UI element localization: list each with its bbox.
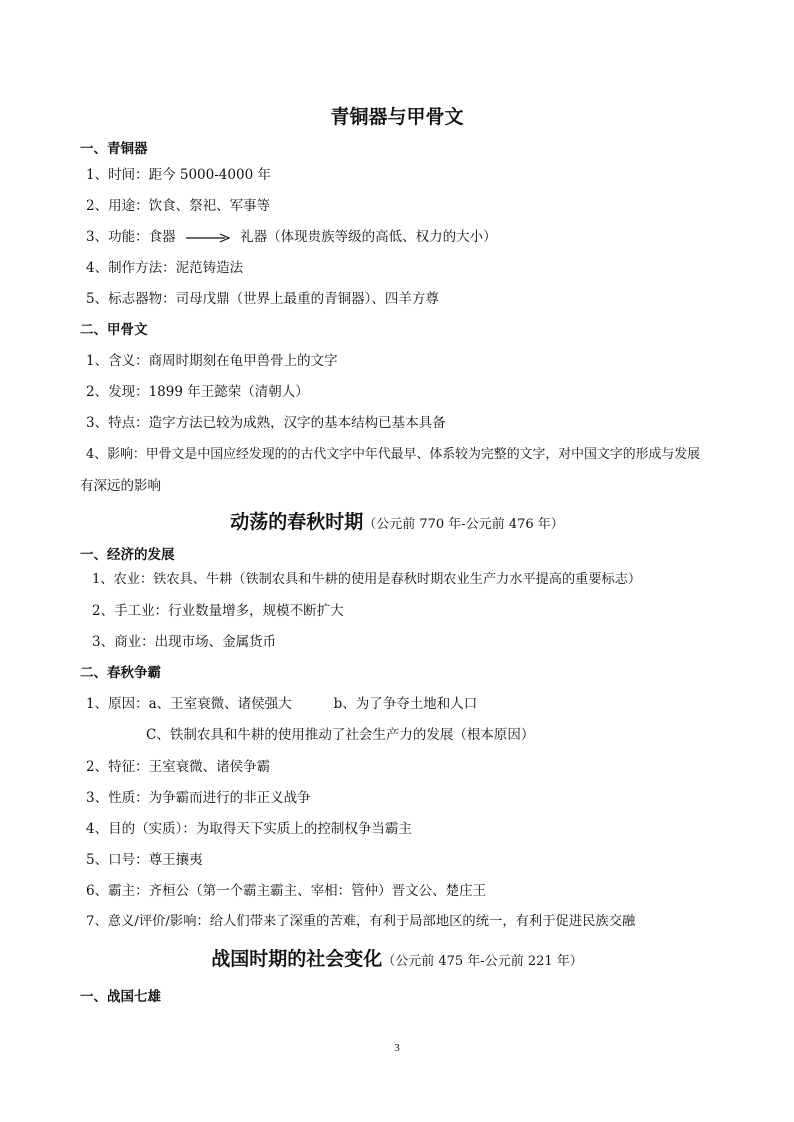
item-reasons: 1、原因：a、王室衰微、诸侯强大 b、为了争夺土地和人口 [86,696,478,712]
heading-hegemony: 二、春秋争霸 [80,665,161,681]
item-time: 1、时间：距今 5000-4000 年 [86,167,271,183]
item-characteristics: 2、特征：王室衰微、诸侯争霸 [86,759,271,775]
section-title-zhanguo: 战国时期的社会变化（公元前 475 年-公元前 221 年） [211,948,583,970]
item-usage: 2、用途：饮食、祭祀、军事等 [86,198,271,214]
item-influence: 4、影响：甲骨文是中国应经发现的的古代文字中年代最早、体系较为完整的文字，对中国文字的形成与发展 [86,447,701,462]
item-reason-c: C、铁制农具和牛耕的使用推动了社会生产力的发展（根本原因） [146,727,535,743]
item-significance: 7、意义/评价/影响：给人们带来了深重的苦难，有利于局部地区的统一，有利于促进民族交融 [86,914,636,929]
item-slogan: 5、口号：尊王攘夷 [86,852,203,868]
item-hegemons: 6、霸主：齐桓公（第一个霸主霸主、宰相：管仲）晋文公、楚庄王 [86,883,487,899]
heading-seven-states: 一、战国七雄 [80,989,161,1005]
item-agriculture: 1、农业：铁农具、牛耕（铁制农具和牛耕的使用是春秋时期农业生产力水平提高的重要标志） [92,572,642,587]
item-artifacts: 5、标志器物：司母戊鼎（世界上最重的青铜器）、四羊方尊 [86,291,439,307]
item-purpose: 4、目的（实质）：为取得天下实质上的控制权争当霸主 [86,821,412,837]
item-handicraft: 2、手工业：行业数量增多，规模不断扩大 [92,603,344,619]
item-meaning: 1、含义：商周时期刻在龟甲兽骨上的文字 [86,353,338,369]
heading-bronze: 一、青铜器 [80,141,148,157]
heading-economy: 一、经济的发展 [80,547,175,563]
item-method: 4、制作方法：泥范铸造法 [86,260,244,276]
page-number: 3 [394,1042,400,1054]
section-title-chunqiu: 动荡的春秋时期（公元前 770 年-公元前 476 年） [230,511,564,533]
item-nature: 3、性质：为争霸而进行的非正义战争 [86,790,311,806]
right-arrow-icon [185,233,231,243]
item-influence-cont: 有深远的影响 [80,478,161,494]
item-discovery: 2、发现：1899 年王懿荣（清朝人） [86,384,309,400]
item-features: 3、特点：造字方法已较为成熟，汉字的基本结构已基本具备 [86,415,446,431]
heading-oracle-bone: 二、甲骨文 [80,322,148,338]
section-title-bronze: 青铜器与甲骨文 [330,106,464,128]
item-function: 3、功能：食器 礼器（体现贵族等级的高低、权力的大小） [86,229,497,245]
item-commerce: 3、商业：出现市场、金属货币 [92,634,277,650]
